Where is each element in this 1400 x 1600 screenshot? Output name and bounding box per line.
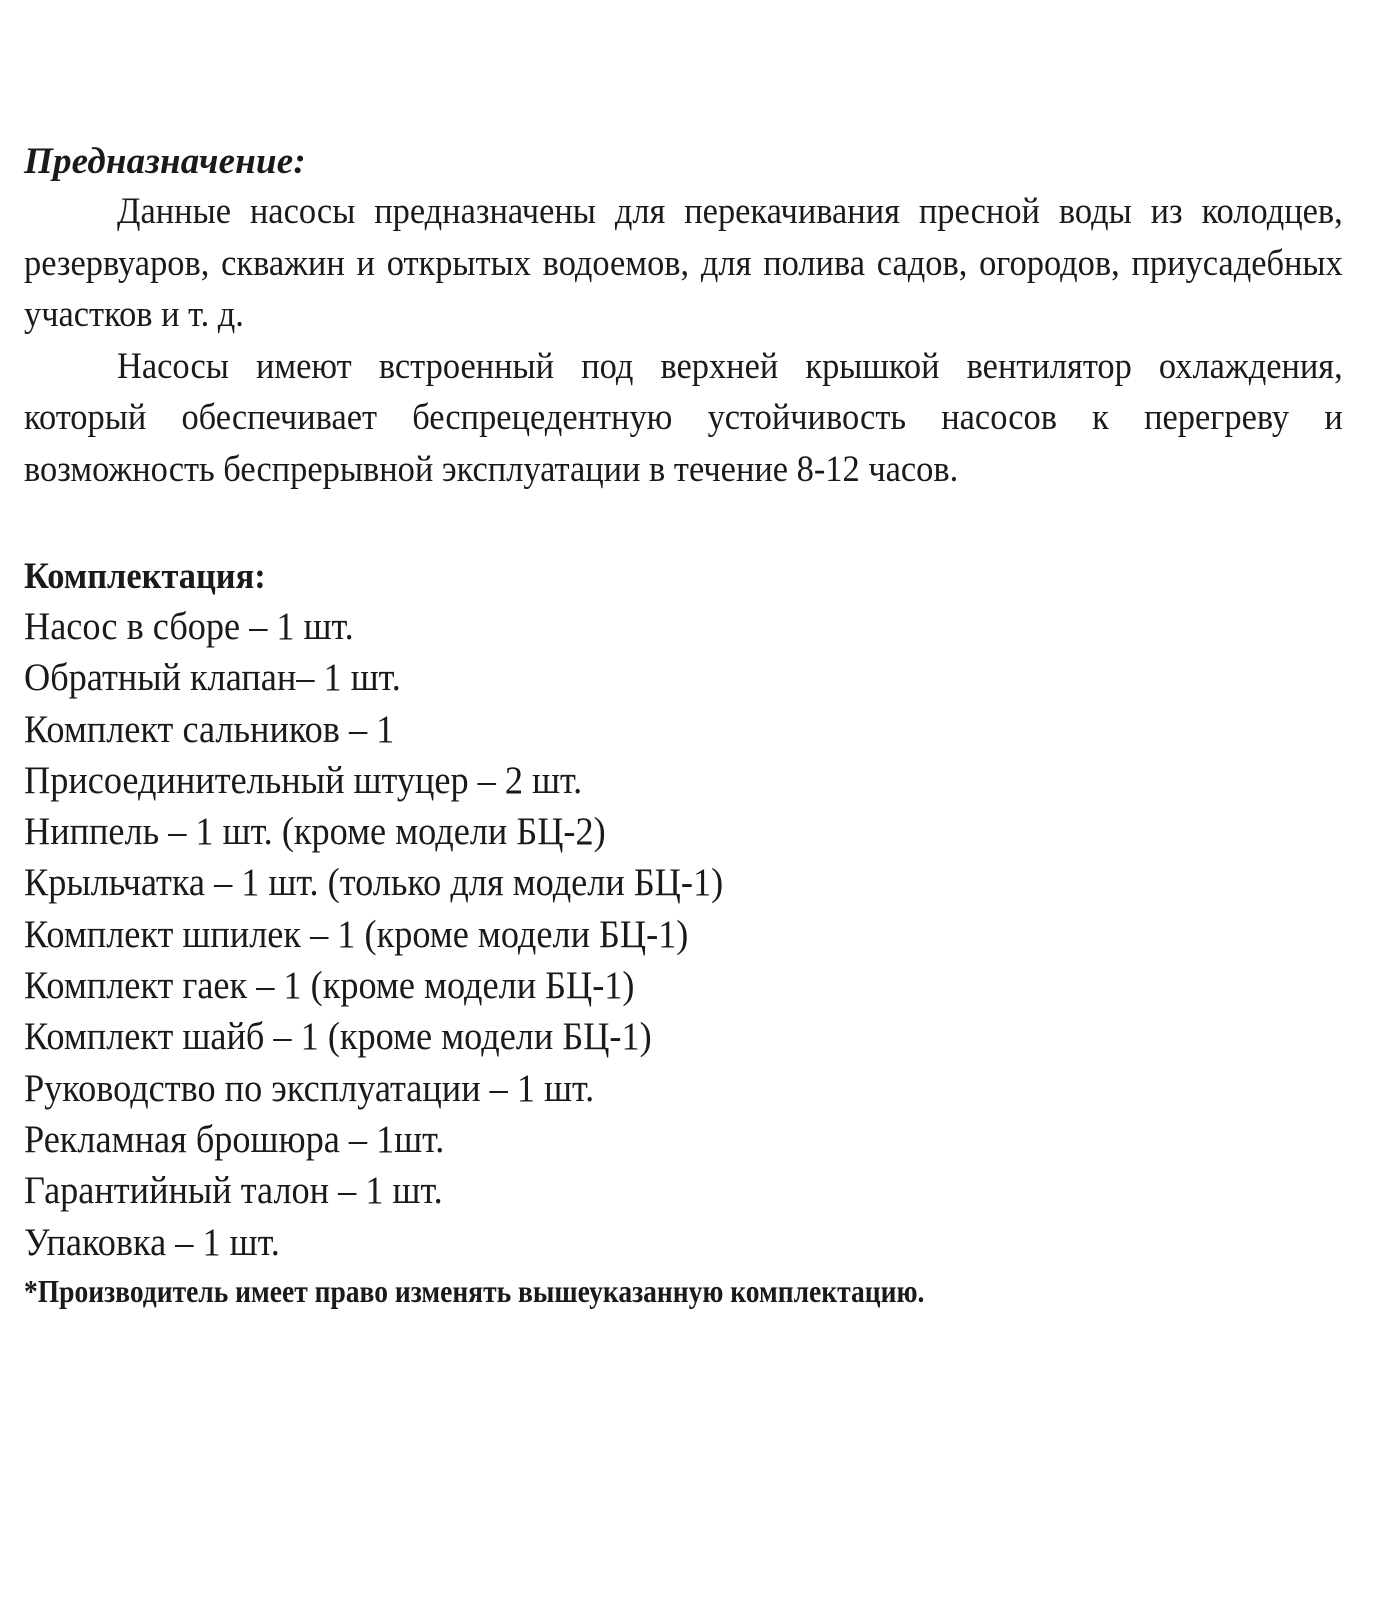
kit-item: Обратный клапан– 1 шт. [24,656,401,700]
kit-heading: Комплектация: [24,556,266,597]
kit-item: Комплект сальников – 1 [24,707,395,751]
kit-item: Упаковка – 1 шт. [24,1220,280,1264]
document-page [24,138,1342,1344]
kit-item: Комплект гаек – 1 (кроме модели БЦ-1) [24,964,635,1008]
kit-item: Комплект шпилек – 1 (кроме модели БЦ-1) [24,912,689,956]
kit-item: Руководство по эксплуатации – 1 шт. [24,1066,595,1110]
purpose-paragraph-1: Данные насосы предназначены для перекачивания пресной воды из колодцев, резервуаров, скважин и открытых водоемов, для полива садов, огородов, приусадебных участков и т. д. [24,191,1343,335]
kit-footnote: *Производитель имеет право изменять вышеуказанную комплектацию. [24,1272,925,1309]
kit-section [24,553,1342,1312]
kit-item: Гарантийный талон – 1 шт. [24,1169,443,1213]
purpose-heading: Предназначение: [24,141,306,182]
kit-list [24,601,1342,1268]
purpose-section [24,138,1342,495]
kit-item: Насос в сборе – 1 шт. [24,605,354,648]
kit-item: Ниппель – 1 шт. (кроме модели БЦ-2) [24,810,606,854]
kit-item: Присоединительный штуцер – 2 шт. [24,758,583,802]
purpose-paragraph-2: Насосы имеют встроенный под верхней крышкой вентилятор охлаждения, который обеспечивает беспрецедентную устойчивость насосов к перегреву и возможность беспрерывной эксплуатации в течение 8-12 часов. [24,345,1343,490]
kit-item: Рекламная брошюра – 1шт. [24,1117,445,1161]
kit-item: Комплект шайб – 1 (кроме модели БЦ-1) [24,1015,652,1059]
kit-item: Крыльчатка – 1 шт. (только для модели БЦ-1) [24,861,724,905]
